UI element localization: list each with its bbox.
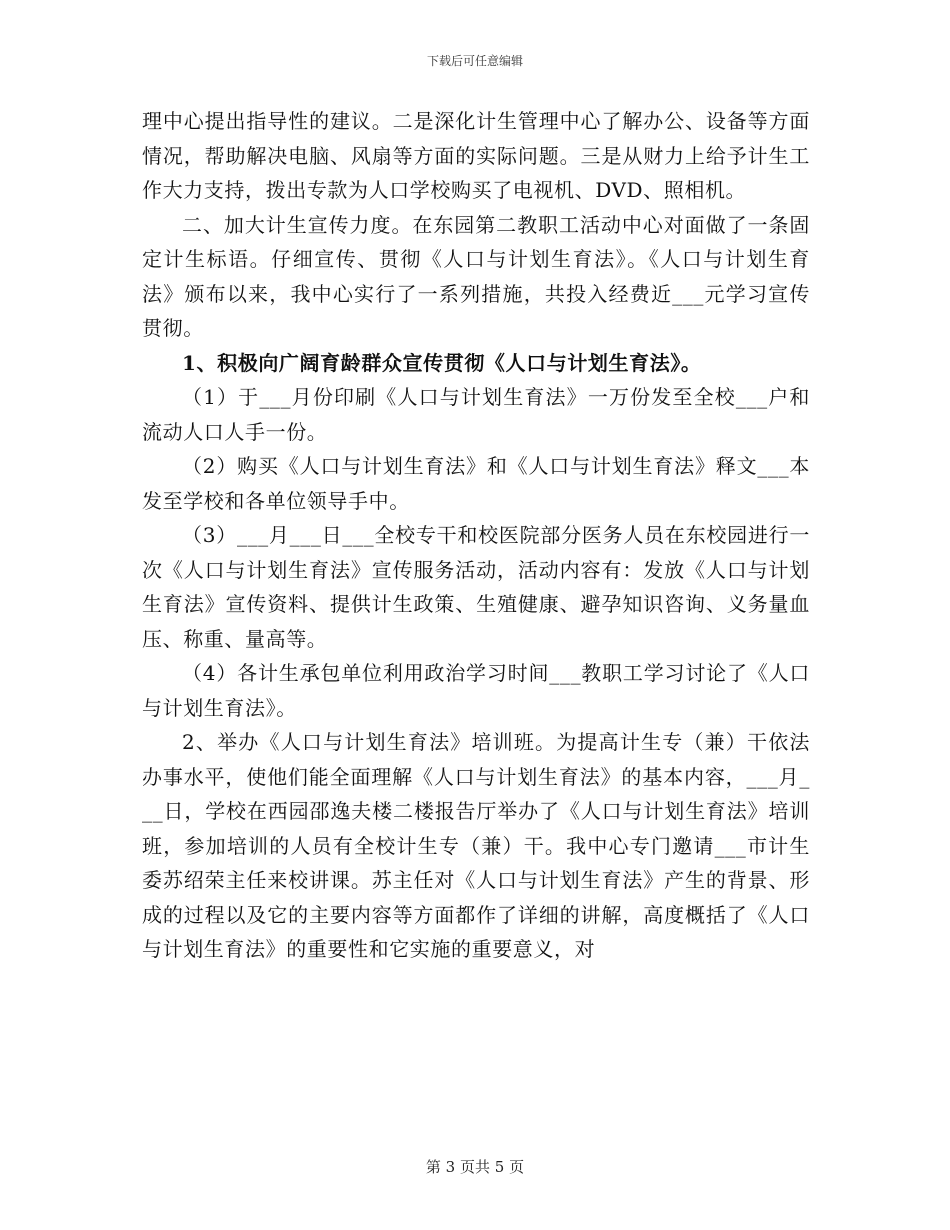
document-body: [142, 104, 810, 967]
paragraph-4: （1）于___月份印刷《人口与计划生育法》一万份发至全校___户和流动人口人手一份。: [142, 385, 810, 444]
paragraph-1: 理中心提出指导性的建议。二是深化计生管理中心了解办公、设备等方面情况，帮助解决电脑、风扇等方面的实际问题。三是从财力上给予计生工作大力支持，拨出专款为人口学校购买了电视机、DVD、照相机。: [142, 109, 810, 202]
paragraph-5: （2）购买《人口与计划生育法》和《人口与计划生育法》释文___本发至学校和各单位领导手中。: [142, 454, 810, 513]
paragraph-8: 2、举办《人口与计划生育法》培训班。为提高计生专（兼）干依法办事水平，使他们能全面理解《人口与计划生育法》的基本内容，___月___日，学校在西园邵逸夫楼二楼报告厅举办了《人口与计划生育法》培训班，参加培训的人员有全校计生专（兼）干。我中心专门邀请___市计生委苏绍荣主任来校讲课。苏主任对《人口与计划生育法》产生的背景、形成的过程以及它的主要内容等方面都作了详细的讲解，高度概括了《人口与计划生育法》的重要性和它实施的重要意义，对: [142, 730, 810, 961]
page-number-footer: 第 3 页共 5 页: [425, 1158, 525, 1176]
paragraph-3-heading: 1、积极向广阔育龄群众宣传贯彻《人口与计划生育法》。: [182, 350, 702, 375]
paragraph-2: 二、加大计生宣传力度。在东园第二教职工活动中心对面做了一条固定计生标语。仔细宣传、贯彻《人口与计划生育法》。《人口与计划生育法》颁布以来，我中心实行了一系列措施，共投入经费近___元学习宣传贯彻。: [142, 212, 810, 340]
page-header-note: 下载后可任意编辑: [426, 54, 523, 68]
paragraph-7: （4）各计生承包单位利用政治学习时间___教职工学习讨论了《人口与计划生育法》。: [142, 661, 810, 720]
paragraph-6: （3）___月___日___全校专干和校医院部分医务人员在东校园进行一次《人口与计划生育法》宣传服务活动，活动内容有：发放《人口与计划生育法》宣传资料、提供计生政策、生殖健康、避孕知识咨询、义务量血压、称重、量高等。: [142, 523, 810, 651]
